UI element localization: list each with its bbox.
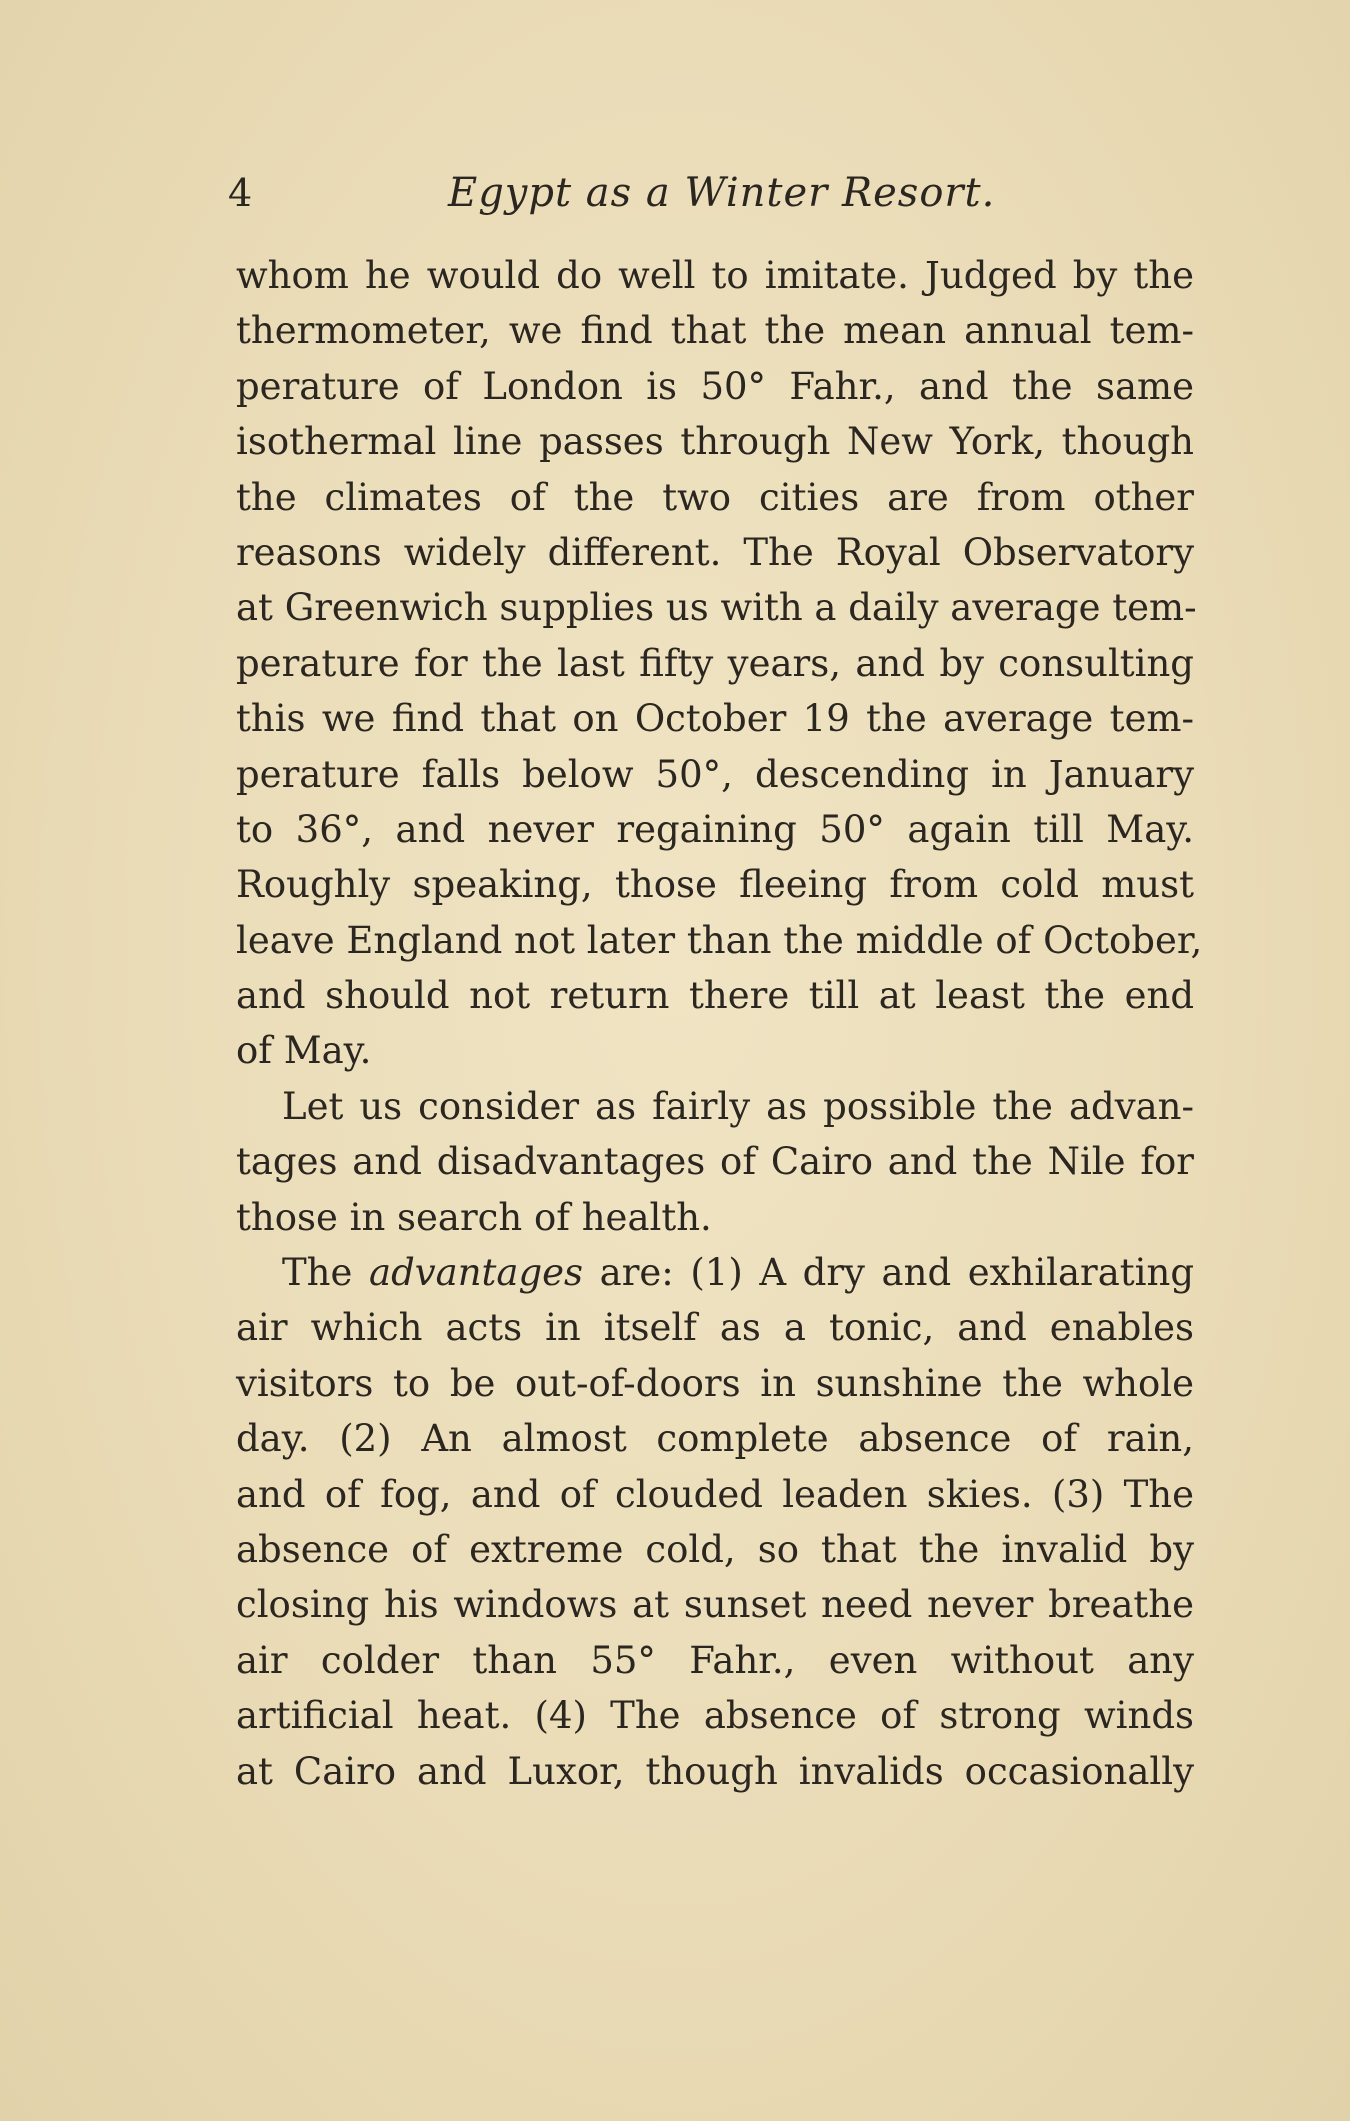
text-line: air colder than 55° Fahr., even without any: [236, 1638, 1194, 1682]
text-line: air which acts in itself as a tonic, and enables: [236, 1306, 1194, 1350]
text-line: reasons widely different. The Royal Observatory: [236, 530, 1194, 574]
text-line: and of fog, and of clouded leaden skies. (3) The: [236, 1472, 1194, 1516]
text-line: the climates of the two cities are from other: [236, 475, 1194, 519]
text-line: day. (2) An almost complete absence of rain,: [236, 1417, 1194, 1461]
text-line: and should not return there till at least the end: [236, 974, 1194, 1018]
emphasized-word: advantages: [369, 1251, 584, 1295]
text-line: at Cairo and Luxor, though invalids occasionally: [236, 1749, 1194, 1793]
text-line: visitors to be out-of-doors in sunshine the whole: [236, 1361, 1194, 1405]
text-line: tages and disadvantages of Cairo and the Nile for: [236, 1140, 1194, 1184]
page-number: 4: [228, 171, 253, 215]
paragraph-3: [236, 1245, 1194, 1799]
text-line: isothermal line passes through New York, though: [236, 420, 1194, 464]
text-segment: The: [282, 1251, 370, 1295]
body-text: [236, 248, 1203, 1799]
text-line: Roughly speaking, those fleeing from cold must: [236, 863, 1194, 907]
text-line: perature falls below 50°, descending in January: [236, 752, 1194, 796]
running-title: Egypt as a Winter Resort.: [448, 170, 996, 216]
text-line: absence of extreme cold, so that the invalid by: [236, 1527, 1194, 1571]
paragraph-1: [236, 248, 1203, 1079]
paragraph-2: [236, 1079, 1194, 1245]
text-line-with-emphasis: [236, 1245, 1194, 1300]
text-line: at Greenwich supplies us with a daily average tem-: [236, 586, 1197, 630]
text-line: Let us consider as fairly as possible the advan-: [282, 1084, 1194, 1128]
text-line: of May.: [236, 1029, 372, 1073]
text-line: whom he would do well to imitate. Judged by the: [236, 254, 1194, 297]
text-line: perature of London is 50° Fahr., and the same: [236, 364, 1194, 408]
text-segment: are: (1) A dry and exhilarating: [583, 1251, 1195, 1295]
text-line: closing his windows at sunset need never breathe: [236, 1583, 1194, 1627]
text-line: to 36°, and never regaining 50° again till May.: [236, 807, 1194, 851]
text-line: this we find that on October 19 the average tem-: [236, 697, 1194, 741]
text-line: perature for the last fifty years, and by consulting: [236, 641, 1194, 685]
text-line: artificial heat. (4) The absence of strong winds: [236, 1694, 1194, 1738]
text-line: those in search of health.: [236, 1195, 712, 1239]
running-head: [228, 163, 996, 223]
text-line: leave England not later than the middle of October,: [236, 918, 1203, 962]
text-line: thermometer, we find that the mean annual tem-: [236, 309, 1194, 353]
